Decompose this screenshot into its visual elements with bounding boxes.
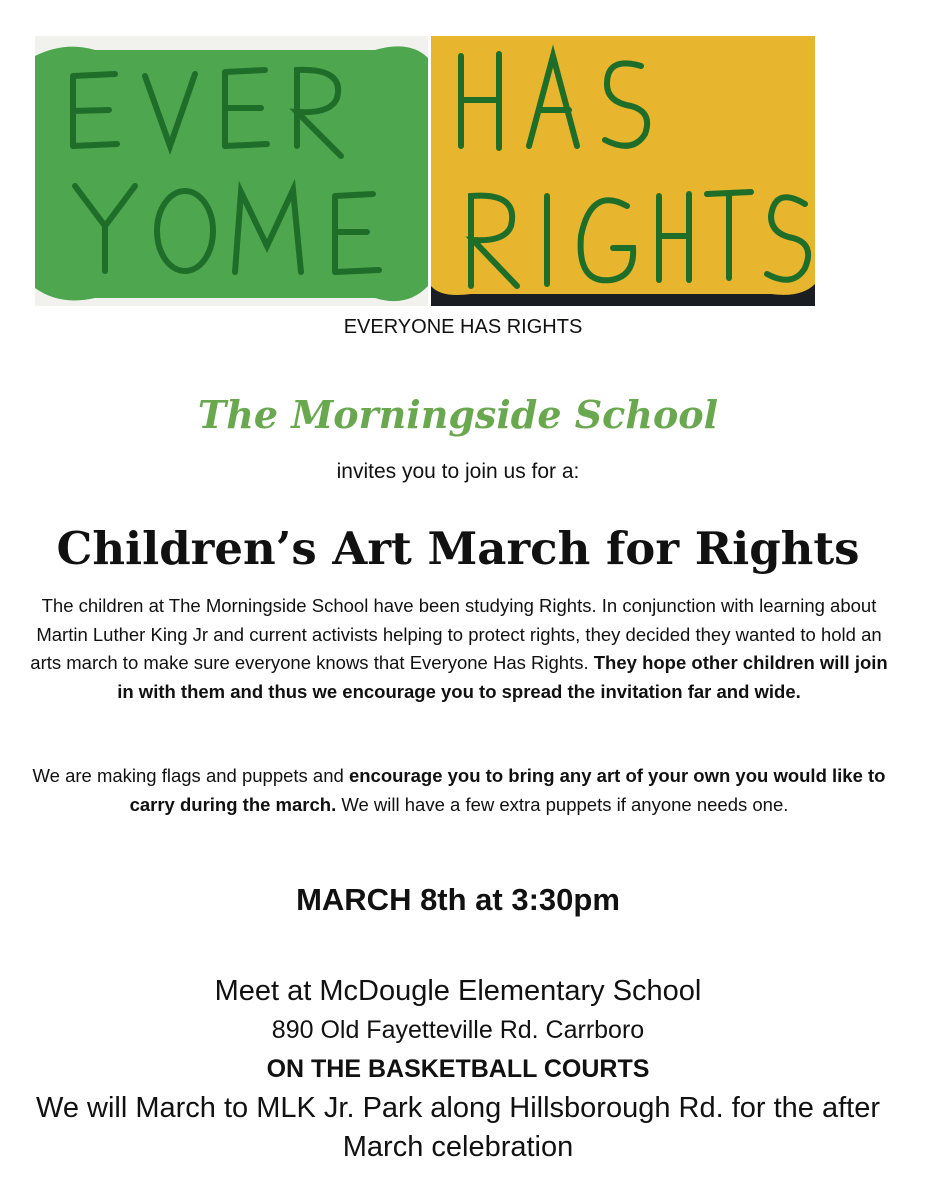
instructions-emphasis: encourage you to bring any art of your own you would like to carry during the march. [129, 765, 886, 815]
meeting-address: 890 Old Fayetteville Rd. Carrboro [271, 1016, 645, 1044]
has-rights-sign-image [431, 36, 815, 306]
description-text: The children at The Morningside School have been studying Rights. In conjunction with learning about Martin Luther King Jr and current activists helping to protect rights, they decided they wanted to hold an arts march to make sure everyone knows that Everyone Has Rights. [30, 595, 882, 673]
march-route: We will March to MLK Jr. Park along Hillsborough Rd. for the after March celebration [35, 1092, 881, 1163]
location-block [0, 972, 916, 1167]
school-name: The Morningside School [197, 392, 719, 437]
meeting-place: Meet at McDougle Elementary School [214, 975, 702, 1007]
hero-photo [35, 36, 815, 306]
instructions-text-end: We will have a few extra puppets if anyone needs one. [336, 793, 789, 815]
event-headline: Children’s Art March for Rights [56, 522, 860, 575]
event-description [28, 592, 890, 706]
photo-caption: EVERYONE HAS RIGHTS [343, 316, 583, 338]
description-emphasis: They hope other children will join in with them and thus we encourage you to spread the invitation far and wide. [117, 652, 888, 702]
everyone-sign-image [35, 36, 428, 306]
meeting-spot: ON THE BASKETBALL COURTS [266, 1055, 650, 1083]
event-date-time: MARCH 8th at 3:30pm [296, 882, 620, 917]
art-instructions [28, 762, 890, 819]
instructions-text-start: We are making flags and puppets and [32, 765, 349, 786]
invite-line: invites you to join us for a: [336, 460, 580, 483]
